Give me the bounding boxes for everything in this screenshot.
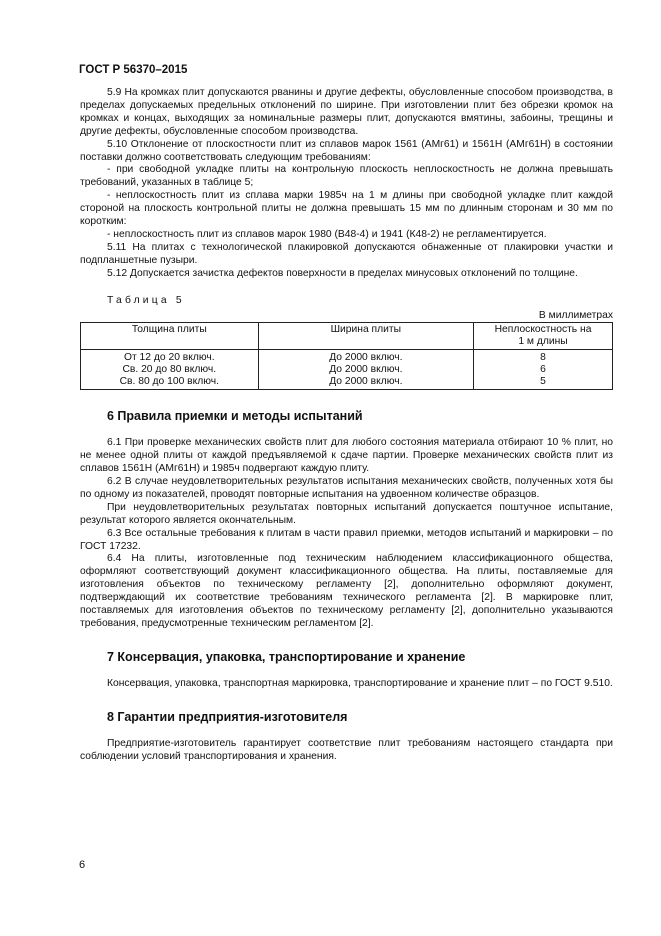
document-header: ГОСТ Р 56370–2015 [79,64,188,76]
table-value: 5 [540,376,546,388]
paragraph-7: Консервация, упаковка, транспортная маркировка, транспортирование и хранение плит – по ГОСТ 9.510. [107,677,613,689]
table-caption: Таблица 5 [107,294,185,306]
paragraph-6-2-cont: При неудовлетворительных результатах повторных испытаний допускается поштучное испытание, результат которого является окончательным. [80,501,613,526]
paragraph-5-10-item-1: - при свободной укладке плиты на контрольную плоскость неплоскостность не должна превышать требований, указанных в таблице 5; [80,164,613,189]
table-units: В миллиметрах [538,309,613,321]
table-value: До 2000 включ. [329,364,403,376]
paragraph-5-11: 5.11 На плитах с технологической плакировкой допускаются обнаженные от плакировки участки и подпланшетные пузыри. [80,241,613,266]
table-value: Св. 80 до 100 включ. [119,376,219,388]
paragraph-6-4: 6.4 На плиты, изготовленные под техническим наблюдением классификационного общества, оформляют соответствующий документ классификационного общества. На плиты, поставляемые для изготовления объектов по техническому регламенту [2], дополнительно оформляют документ, подтверждающий их соответствие требованиям технического регламента [2]. В маркировке плит, поставляемых для изготовления объектов по техническому регламенту [2], дополнительно указываются требования, предусмотренные техническим регламентом [2]. [80,553,613,629]
paragraph-5-12: 5.12 Допускается зачистка дефектов поверхности в пределах минусовых отклонений по толщине. [107,267,578,279]
table-value: 8 [540,352,546,364]
table-cell-flatness [474,350,613,390]
section-7-title: 7 Консервация, упаковка, транспортирование и хранение [107,649,466,664]
table-5 [80,322,613,390]
page-number: 6 [79,859,86,871]
paragraph-6-2: 6.2 В случае неудовлетворительных результатов испытания механических свойств, полученных хотя бы по одному из показателей, проводят повторные испытания на удвоенном количестве образцов. [80,476,613,500]
table-value: До 2000 включ. [329,352,403,364]
table-cell-thickness [81,350,259,390]
table-value: От 12 до 20 включ. [123,352,215,364]
table-row [81,350,613,390]
table-header-width: Ширина плиты [258,323,473,350]
table-value: Св. 20 до 80 включ. [122,364,217,376]
table-cell-width [258,350,473,390]
table-header-thickness: Толщина плиты [81,323,259,350]
paragraph-6-1: 6.1 При проверке механических свойств плит для любого состояния материала отбирают 10 % плит, но не менее одной плиты от каждой предъявляемой к сдаче партии. Проверке механических свойств плит из сплавов 1561Н (АМг61Н) и 1985ч подвергают каждую плиту. [80,437,613,475]
table-header-flatness: Неплоскостность на 1 м длины [474,323,613,350]
paragraph-6-3: 6.3 Все остальные требования к плитам в части правил приемки, методов испытаний и маркировки – по ГОСТ 17232. [80,527,613,552]
table-header-row [81,323,613,350]
paragraph-5-9: 5.9 На кромках плит допускаются рванины и другие дефекты, обусловленные способом производства, в пределах допускаемых предельных отклонений по ширине. При изготовлении плит без обрезки кромок на кромках и концах, выходящих за номинальные размеры плит, допускаются вмятины, забоины, трещины и другие дефекты, обусловленные способом производства. [80,87,613,137]
section-8-title: 8 Гарантии предприятия-изготовителя [107,709,348,724]
table-value: До 2000 включ. [329,376,403,388]
section-6-title: 6 Правила приемки и методы испытаний [107,409,363,424]
paragraph-5-10: 5.10 Отклонение от плоскостности плит из сплавов марок 1561 (АМг61) и 1561Н (АМг61Н) в состоянии поставки должно соответствовать следующим требованиям: [80,138,613,163]
paragraph-5-10-item-3: - неплоскостность плит из сплавов марок 1980 (В48-4) и 1941 (К48-2) не регламентируется. [107,228,547,240]
paragraph-8: Предприятие-изготовитель гарантирует соответствие плит требованиям настоящего стандарта при соблюдении условий транспортирования и хранения. [80,737,613,762]
document-body [80,87,613,763]
table-value: 6 [540,364,546,376]
paragraph-5-10-item-2: - неплоскостность плит из сплава марки 1985ч на 1 м длины при свободной укладке плит каждой стороной на плоскость контрольной плиты не должна превышать 15 мм по длинным сторонам и 30 мм по коротким: [80,190,613,228]
